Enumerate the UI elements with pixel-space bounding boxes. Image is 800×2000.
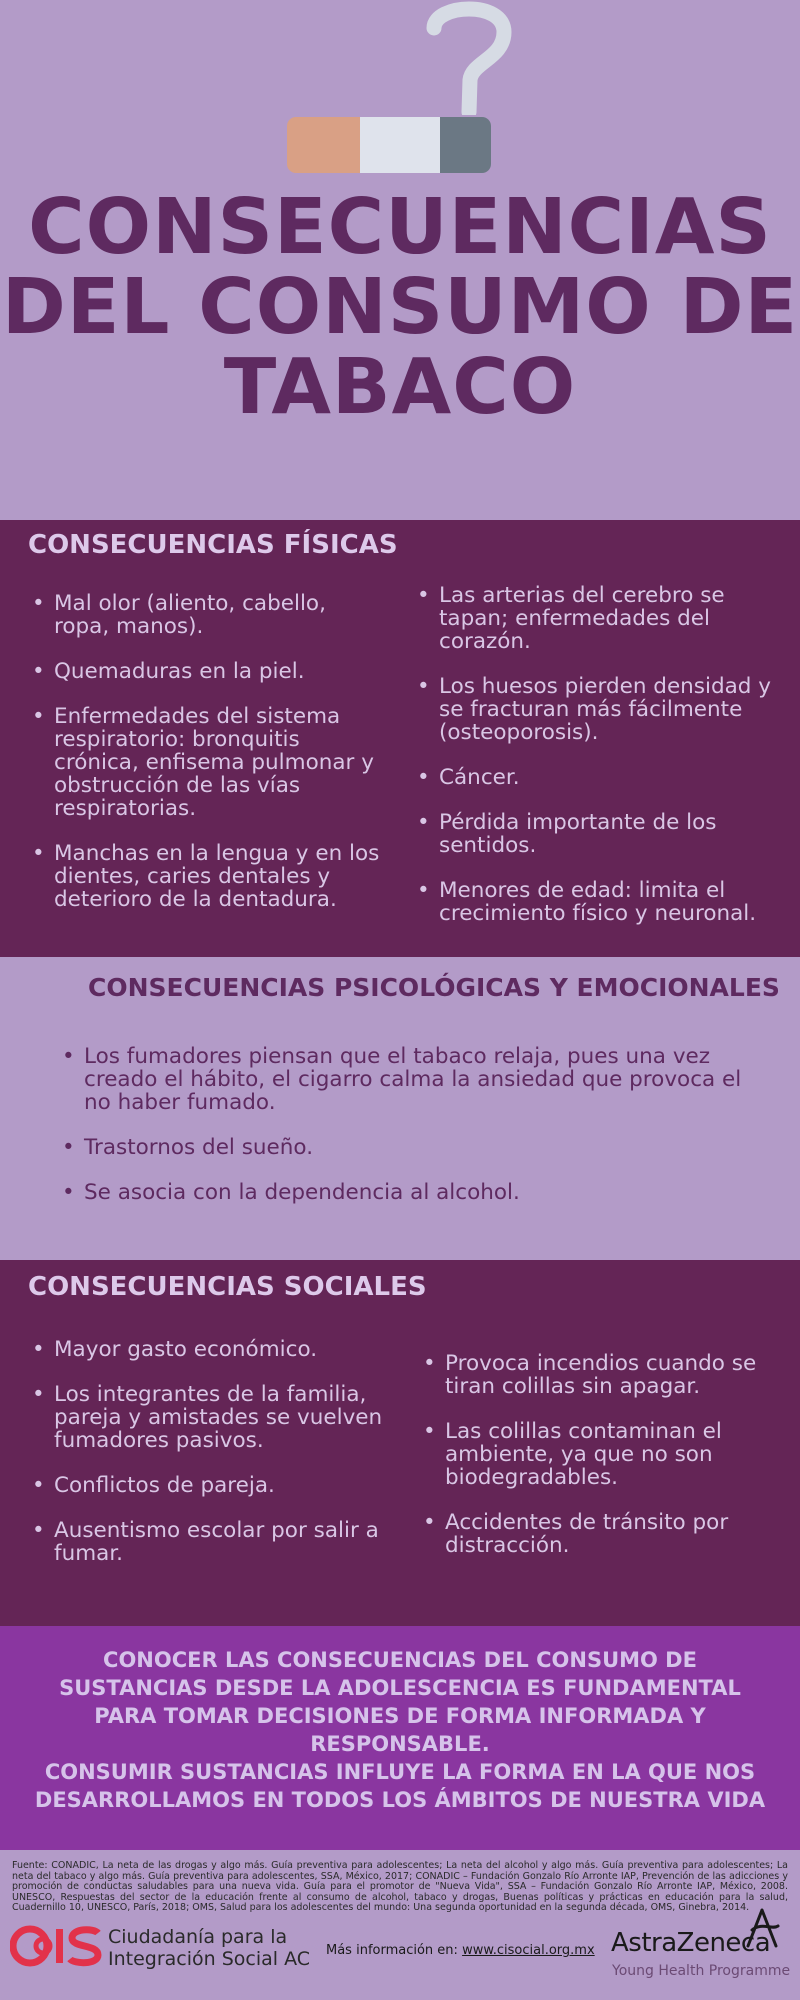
- cigarette-paper: [360, 117, 440, 173]
- page-title: [0, 183, 800, 432]
- psychological-title: CONSECUENCIAS PSICOLÓGICAS Y EMOCIONALES: [88, 973, 780, 1002]
- list-item: • Mal olor (aliento, cabello, ropa, manos).: [32, 592, 382, 638]
- footer: [0, 1850, 800, 2000]
- social-section: [0, 1260, 800, 1626]
- physical-list-right: [417, 584, 772, 947]
- title-line-3: TABACO: [223, 343, 577, 432]
- cis-name-line-1: Ciudadanía para la: [108, 1926, 288, 1948]
- list-item: • Menores de edad: limita el crecimiento físico y neuronal.: [417, 879, 772, 925]
- young-health-programme: Young Health Programme: [612, 1963, 791, 1979]
- list-item: • Trastornos del sueño.: [62, 1136, 772, 1159]
- list-item: • Conflictos de pareja.: [32, 1474, 387, 1497]
- list-item: • Los integrantes de la familia, pareja y amistades se vuelven fumadores pasivos.: [32, 1383, 387, 1452]
- physical-section: [0, 520, 800, 957]
- list-item: • Los fumadores piensan que el tabaco relaja, pues una vez creado el hábito, el cigarro calma la ansiedad que provoca el no haber fumado.: [62, 1045, 772, 1114]
- list-item: • Accidentes de tránsito por distracción.: [423, 1511, 773, 1557]
- list-item: • Cáncer.: [417, 766, 772, 789]
- social-title: CONSECUENCIAS SOCIALES: [28, 1272, 427, 1302]
- website-link[interactable]: www.cisocial.org.mx: [462, 1943, 595, 1958]
- cis-name: [108, 1926, 310, 1970]
- title-line-1: CONSECUENCIAS: [28, 183, 772, 272]
- psychological-list: [62, 1045, 772, 1226]
- title-line-2: DEL CONSUMO DE: [1, 263, 799, 352]
- question-smoke-icon: [420, 0, 530, 115]
- list-item: • Los huesos pierden densidad y se fracturan más fácilmente (osteoporosis).: [417, 675, 772, 744]
- astrazeneca-logo: AstraZeneca: [611, 1928, 771, 1958]
- physical-title: CONSECUENCIAS FÍSICAS: [28, 530, 398, 560]
- list-item: • Pérdida importante de los sentidos.: [417, 811, 772, 857]
- cis-logo-icon: [10, 1920, 105, 1972]
- header: [0, 0, 800, 520]
- psychological-section: [0, 957, 800, 1260]
- list-item: • Manchas en la lengua y en los dientes, caries dentales y deterioro de la dentadura.: [32, 842, 382, 911]
- cis-name-line-2: Integración Social AC: [108, 1948, 311, 1970]
- conclusion-text-1: CONOCER LAS CONSECUENCIAS DEL CONSUMO DE SUSTANCIAS DESDE LA ADOLESCENCIA ES FUNDAMENTAL PARA TOMAR DECISIONES DE FORMA INFORMADA Y RESPONSABLE.: [59, 1648, 741, 1756]
- more-info: [326, 1943, 595, 1958]
- cis-logo-text: CIS: [10, 1920, 12, 1921]
- list-item: • Ausentismo escolar por salir a fumar.: [32, 1519, 387, 1565]
- physical-list-left: [32, 592, 382, 933]
- list-item: • Enfermedades del sistema respiratorio: bronquitis crónica, enfisema pulmonar y obstrucción de las vías respiratorias.: [32, 705, 382, 820]
- conclusion-section: [0, 1626, 800, 1850]
- cigarette-icon: [287, 117, 491, 173]
- cigarette-ash: [287, 117, 360, 173]
- list-item: • Mayor gasto económico.: [32, 1338, 387, 1361]
- list-item: • Se asocia con la dependencia al alcohol.: [62, 1181, 772, 1204]
- list-item: • Quemaduras en la piel.: [32, 660, 382, 683]
- more-info-label: Más información en:: [326, 1943, 458, 1958]
- sources-text: Fuente: CONADIC, La neta de las drogas y algo más. Guía preventiva para adolescentes; La neta del alcohol y algo más. Guía preventiva para adolescentes; La neta del tabaco y algo más. Guía preventiva para adolescentes, SSA, México, 2017; CONADIC – Fundación Gonzalo Río Arronte IAP, Prevención de las adicciones y promoción de conductas saludables para una nueva vida. Guía para el promotor de "Nueva Vida", SSA – Fundación Gonzalo Río Arronte IAP, México, 2008. UNESCO, Respuestas del sector de la educación frente al consumo de alcohol, tabaco y drogas, Buenas políticas y prácticas en educación para la salud, Cuadernillo 10, UNESCO, París, 2018; OMS, Salud para los adolescentes del mundo: Una segunda oportunidad en la segunda década, OMS, Ginebra, 2014.: [12, 1860, 788, 1913]
- social-list-left: [32, 1338, 387, 1587]
- cigarette-filter: [440, 117, 491, 173]
- social-list-right: [423, 1352, 773, 1579]
- list-item: • Las arterias del cerebro se tapan; enfermedades del corazón.: [417, 584, 772, 653]
- list-item: • Las colillas contaminan el ambiente, ya que no son biodegradables.: [423, 1420, 773, 1489]
- list-item: • Provoca incendios cuando se tiran colillas sin apagar.: [423, 1352, 773, 1398]
- conclusion-text-2: CONSUMIR SUSTANCIAS INFLUYE LA FORMA EN LA QUE NOS DESARROLLAMOS EN TODOS LOS ÁMBITOS DE NUESTRA VIDA: [34, 1760, 766, 1812]
